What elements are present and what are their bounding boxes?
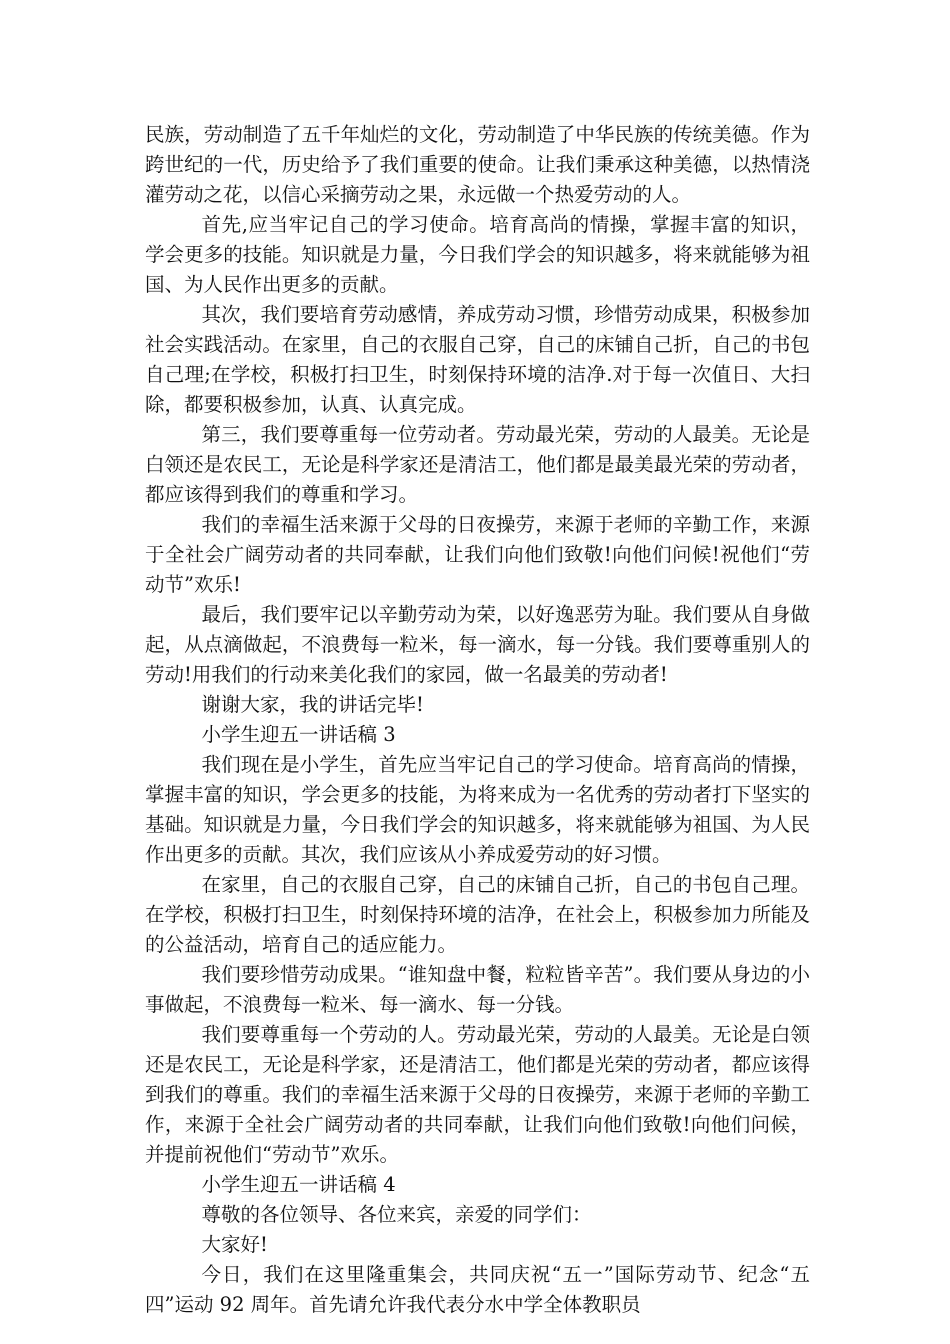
body-paragraph: 今日，我们在这里隆重集会，共同庆祝“五一”国际劳动节、纪念“五四”运动 92 周年。首先请允许我代表分水中学全体教职员 (145, 1263, 810, 1316)
body-paragraph: 在家里，自己的衣服自己穿，自己的床铺自己折，自己的书包自己理。在学校，积极打扫卫生，时刻保持环境的洁净，在社会上，积极参加力所能及的公益活动，培育自己的适应能力。 (145, 873, 810, 956)
section-heading: 小学生迎五一讲话稿 3 (201, 723, 396, 746)
closing-remark: 谢谢大家，我的讲话完毕! (201, 693, 424, 716)
salutation: 尊敬的各位领导、各位来宾，亲爱的同学们： (201, 1203, 592, 1226)
body-paragraph: 第三，我们要尊重每一位劳动者。劳动最光荣，劳动的人最美。无论是白领还是农民工，无论是科学家还是清洁工，他们都是最美最光荣的劳动者，都应该得到我们的尊重和学习。 (145, 423, 810, 506)
body-paragraph: 我们要尊重每一个劳动的人。劳动最光荣，劳动的人最美。无论是白领还是农民工，无论是科学家，还是清洁工，他们都是光荣的劳动者，都应该得到我们的尊重。我们的幸福生活来源于父母的日夜操劳，来源于老师的辛勤工作，来源于全社会广阔劳动者的共同奉献，让我们向他们致敬!向他们问候，并提前祝他们“劳动节”欢乐。 (145, 1023, 810, 1166)
greeting: 大家好! (201, 1233, 268, 1256)
body-paragraph: 我们的幸福生活来源于父母的日夜操劳，来源于老师的辛勤工作，来源于全社会广阔劳动者的共同奉献，让我们向他们致敬!向他们问候!祝他们“劳动节”欢乐! (145, 513, 810, 596)
body-paragraph: 我们现在是小学生，首先应当牢记自己的学习使命。培育高尚的情操，掌握丰富的知识，学会更多的技能，为将来成为一名优秀的劳动者打下坚实的基础。知识就是力量，今日我们学会的知识越多，将来就能够为祖国、为人民作出更多的贡献。其次，我们应该从小养成爱劳动的好习惯。 (145, 753, 810, 866)
body-paragraph: 我们要珍惜劳动成果。“谁知盘中餐，粒粒皆辛苦”。我们要从身边的小事做起，不浪费每一粒米、每一滴水、每一分钱。 (145, 963, 810, 1016)
document-page (145, 120, 810, 1320)
body-paragraph: 首先,应当牢记自己的学习使命。培育高尚的情操，掌握丰富的知识，学会更多的技能。知识就是力量，今日我们学会的知识越多，将来就能够为祖国、为人民作出更多的贡献。 (145, 213, 810, 296)
body-paragraph: 其次，我们要培育劳动感情，养成劳动习惯，珍惜劳动成果，积极参加社会实践活动。在家里，自己的衣服自己穿，自己的床铺自己折，自己的书包自己理;在学校，积极打扫卫生，时刻保持环境的洁净.对于每一次值日、大扫除，都要积极参加，认真、认真完成。 (145, 303, 810, 416)
body-paragraph: 民族，劳动制造了五千年灿烂的文化，劳动制造了中华民族的传统美德。作为跨世纪的一代，历史给予了我们重要的使命。让我们秉承这种美德，以热情浇灌劳动之花，以信心采摘劳动之果，永远做一个热爱劳动的人。 (145, 123, 810, 206)
section-heading: 小学生迎五一讲话稿 4 (201, 1173, 396, 1196)
body-paragraph: 最后，我们要牢记以辛勤劳动为荣，以好逸恶劳为耻。我们要从自身做起，从点滴做起，不浪费每一粒米，每一滴水，每一分钱。我们要尊重别人的劳动!用我们的行动来美化我们的家园，做一名最美的劳动者! (145, 603, 810, 686)
